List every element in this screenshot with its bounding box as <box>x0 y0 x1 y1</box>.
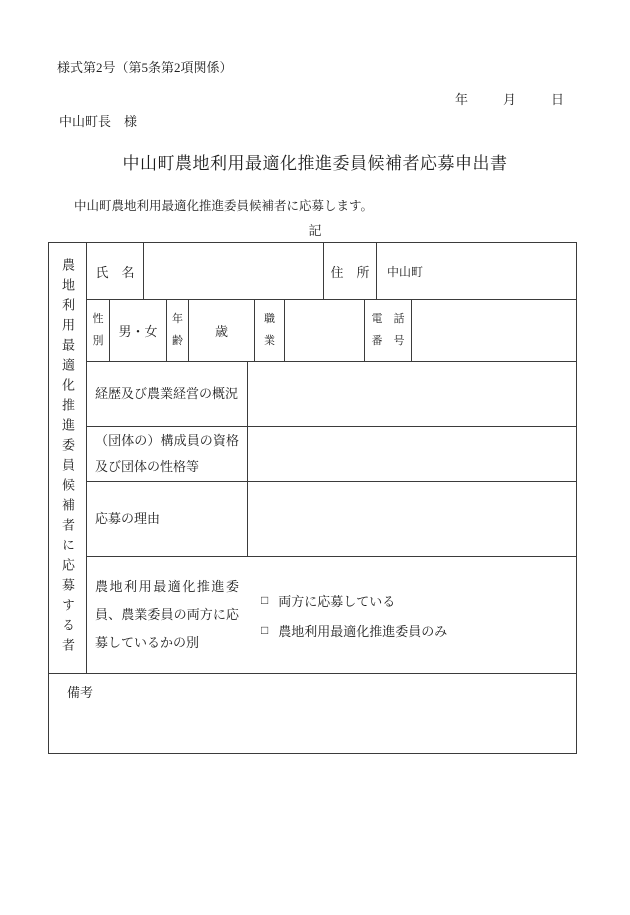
career-input-cell[interactable] <box>247 362 576 426</box>
page-title: 中山町農地利用最適化推進委員候補者応募申出書 <box>122 154 508 173</box>
occupation-input-cell[interactable] <box>284 300 364 361</box>
name-address-row <box>87 243 576 299</box>
date-month-label: 月 <box>503 92 517 107</box>
career-row <box>87 361 576 426</box>
sex-choice[interactable]: 男・女 <box>109 300 166 361</box>
checkbox-both-icon[interactable]: □ <box>261 593 269 607</box>
group-row <box>87 426 576 481</box>
option-promoter-only <box>261 618 576 642</box>
date-line <box>455 89 564 108</box>
name-input-cell[interactable] <box>143 243 323 299</box>
reason-label: 応募の理由 <box>95 511 161 526</box>
name-label: 氏 名 <box>95 264 135 280</box>
side-label-column <box>49 243 87 673</box>
reason-row <box>87 481 576 556</box>
addressee: 中山町長 様 <box>59 114 138 129</box>
date-day-label: 日 <box>551 92 565 107</box>
phone-input-cell[interactable] <box>411 300 576 361</box>
occupation-label: 職 業 <box>254 300 284 361</box>
both-application-options <box>247 557 576 673</box>
group-label: （団体の）構成員の資格及び団体の性格等 <box>95 433 239 474</box>
age-label: 年 齢 <box>166 300 188 361</box>
both-application-label: 農地利用最適化推進委員、農業委員の両方に応募しているかの別 <box>95 579 239 650</box>
application-table <box>48 242 577 754</box>
address-label: 住 所 <box>323 243 376 299</box>
group-input-cell[interactable] <box>247 427 576 481</box>
form-number: 様式第2号（第5条第2項関係） <box>57 60 233 75</box>
declaration-text: 中山町農地利用最適化推進委員候補者に応募します。 <box>74 199 374 213</box>
both-application-row <box>87 556 576 673</box>
remarks-label: 備考 <box>67 685 94 700</box>
side-label: 農地利用最適化推進委員候補者に応募する者 <box>60 258 75 658</box>
option-both <box>261 588 576 612</box>
checkbox-promoter-only-icon[interactable]: □ <box>261 623 269 637</box>
option-promoter-only-label: 農地利用最適化推進委員のみ <box>278 623 448 639</box>
address-value[interactable]: 中山町 <box>376 243 576 299</box>
career-label: 経歴及び農業経営の概況 <box>95 386 239 401</box>
option-both-label: 両方に応募している <box>278 593 396 609</box>
reason-input-cell[interactable] <box>247 482 576 556</box>
age-input-cell[interactable]: 歳 <box>188 300 254 361</box>
phone-label: 電 話 番 号 <box>364 300 411 361</box>
sex-label: 性 別 <box>92 313 104 347</box>
remarks-row[interactable] <box>49 673 576 753</box>
date-year-label: 年 <box>455 92 469 107</box>
applicant-section <box>49 243 576 673</box>
record-marker: 記 <box>308 223 322 238</box>
sex-age-occupation-phone-row <box>87 299 576 361</box>
